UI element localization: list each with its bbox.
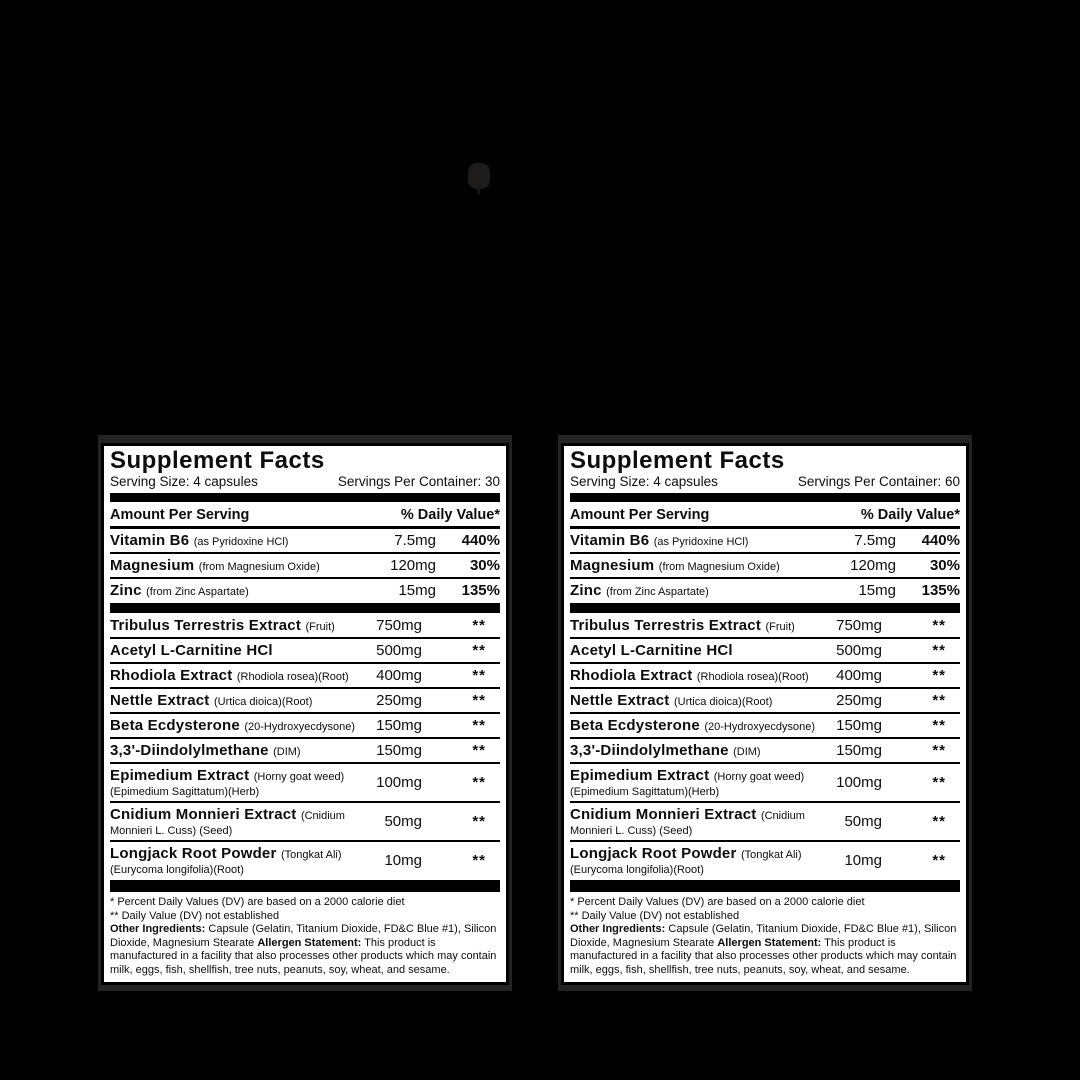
ingredient-name: Nettle Extract [570,691,670,709]
ingredient-amount: 250mg [376,692,422,709]
ingredient-amount: 150mg [836,717,882,734]
ingredient-amount: 500mg [376,642,422,659]
serving-row [570,474,960,492]
ingredient-detail: (Tongkat Ali) [280,848,342,861]
serving-row [110,474,500,492]
other-ingredients-text: Capsule (Gelatin, Titanium Dioxide, FD&C Blue #1), Silicon Dioxide, Magnesium Stearate [110,923,497,949]
ingredient-detail: (Rhodiola rosea)(Root) [696,670,809,683]
ingredient-detail: (Cnidium [760,809,805,822]
ingredient-dv: ** [472,774,486,791]
ingredient-dv: ** [932,617,946,634]
allergen-statement-label: Allergen Statement: [257,936,362,949]
ingredient-detail: (from Zinc Aspartate) [606,585,709,598]
ingredient-amount: 10mg [844,852,882,869]
ingredient-detail: (from Magnesium Oxide) [658,560,780,573]
column-header-row [110,503,500,529]
servings-per-container: Servings Per Container: 30 [337,474,500,489]
ingredient-name: Tribulus Terrestris Extract [110,616,302,634]
ingredient-amount: 750mg [836,617,882,634]
ingredient-row-epimedium [110,764,500,803]
ingredient-dv: 30% [469,557,500,574]
ingredient-name: Rhodiola Extract [110,666,233,684]
ingredient-amount: 750mg [376,617,422,634]
footnotes [110,893,500,978]
ingredient-dv: ** [472,852,486,869]
divider-bar-top [110,493,500,502]
ingredient-dv: ** [472,617,486,634]
ingredient-detail: (20-Hydroxyecdysone) [704,720,816,733]
ingredient-row-zinc [570,579,960,602]
supplement-facts-panel-60 [558,435,972,991]
ingredient-row-epimedium [570,764,960,803]
ingredient-row-zinc [110,579,500,602]
ingredient-name: Epimedium Extract [110,766,250,784]
ingredient-dv: ** [472,813,486,830]
ingredient-row-longjack [110,842,500,879]
footnote-daily-values: * Percent Daily Values (DV) are based on a 2000 calorie diet [570,896,865,908]
ingredient-row-magnesium [110,554,500,579]
footnote-not-established: ** Daily Value (DV) not established [110,909,280,922]
ingredient-name: Vitamin B6 [110,531,190,549]
daily-value-header: % Daily Value* [860,507,960,523]
ingredient-name: Magnesium [110,556,195,574]
capsule-silhouette [468,163,490,189]
ingredient-detail: (Cnidium [300,809,345,822]
ingredient-detail: (DIM) [733,745,761,758]
ingredient-dv: ** [932,774,946,791]
divider-bar-middle [110,603,500,613]
ingredient-detail: (20-Hydroxyecdysone) [244,720,356,733]
label-body [561,443,969,985]
ingredient-row-nettle [110,689,500,714]
ingredient-amount: 100mg [836,774,882,791]
ingredient-name: Zinc [570,581,602,599]
ingredient-detail-line2: Monnieri L. Cuss) (Seed) [110,824,233,837]
ingredient-detail-line2: (Eurycoma longifolia)(Root) [570,863,704,876]
ingredient-dv: ** [472,692,486,709]
ingredient-detail-line2: (Epimedium Sagittatum)(Herb) [570,785,720,798]
ingredient-dv: 135% [461,582,500,599]
ingredient-row-beta-ecdysterone [570,714,960,739]
ingredient-name: Magnesium [570,556,655,574]
allergen-statement-text: This product is manufactured in a facility that also processes other products which may contain milk, eggs, fish, shellfish, tree nuts, peanuts, soy, wheat, and sesame. [110,936,497,976]
ingredient-name: Acetyl L-Carnitine HCl [570,641,733,659]
ingredient-detail-line2: (Epimedium Sagittatum)(Herb) [110,785,260,798]
other-ingredients-text: Capsule (Gelatin, Titanium Dioxide, FD&C Blue #1), Silicon Dioxide, Magnesium Stearate [570,923,957,949]
ingredient-amount: 400mg [376,667,422,684]
serving-size: Serving Size: 4 capsules [570,474,718,489]
ingredient-amount: 15mg [858,582,896,599]
other-ingredients-label: Other Ingredients: [570,923,666,936]
ingredient-name: Zinc [110,581,142,599]
ingredient-dv: 440% [461,532,500,549]
ingredient-detail: (Fruit) [305,620,335,633]
ingredient-name: 3,3'-Diindolylmethane [110,741,269,759]
ingredient-row-tribulus [570,614,960,639]
ingredient-detail-line2: (Eurycoma longifolia)(Root) [110,863,244,876]
ingredient-amount: 400mg [836,667,882,684]
ingredient-row-dim [110,739,500,764]
amount-per-serving-header: Amount Per Serving [110,507,250,523]
ingredient-dv: ** [472,642,486,659]
column-header-row [570,503,960,529]
ingredient-amount: 120mg [390,557,436,574]
ingredient-amount: 150mg [836,742,882,759]
ingredient-detail: (Rhodiola rosea)(Root) [236,670,349,683]
amount-per-serving-header: Amount Per Serving [570,507,710,523]
ingredient-detail: (Horny goat weed) [713,770,805,783]
other-ingredients-paragraph [570,923,960,977]
footnote-not-established: ** Daily Value (DV) not established [570,909,740,922]
ingredient-row-rhodiola [110,664,500,689]
ingredient-row-dim [570,739,960,764]
ingredient-detail: (from Zinc Aspartate) [146,585,249,598]
ingredient-amount: 50mg [384,813,422,830]
ingredient-name: Acetyl L-Carnitine HCl [110,641,273,659]
ingredient-name: Nettle Extract [110,691,210,709]
daily-value-header: % Daily Value* [400,507,500,523]
ingredient-detail: (DIM) [273,745,301,758]
divider-bar-middle [570,603,960,613]
footnote-daily-values: * Percent Daily Values (DV) are based on a 2000 calorie diet [110,896,405,908]
divider-bar-bottom [570,880,960,892]
ingredient-name: Cnidium Monnieri Extract [570,805,757,823]
ingredient-name: Beta Ecdysterone [110,716,240,734]
ingredient-dv: 30% [929,557,960,574]
ingredient-name: Epimedium Extract [570,766,710,784]
ingredient-dv: ** [932,813,946,830]
ingredient-amount: 120mg [850,557,896,574]
ingredient-row-acetyl-l-carnitine [110,639,500,664]
divider-bar-top [570,493,960,502]
ingredient-name: 3,3'-Diindolylmethane [570,741,729,759]
ingredient-amount: 150mg [376,717,422,734]
ingredient-amount: 50mg [844,813,882,830]
ingredient-dv: 440% [921,532,960,549]
ingredient-row-nettle [570,689,960,714]
other-ingredients-paragraph [110,923,500,977]
ingredient-name: Rhodiola Extract [570,666,693,684]
other-ingredients-label: Other Ingredients: [110,923,206,936]
ingredient-dv: ** [932,667,946,684]
ingredient-amount: 15mg [398,582,436,599]
ingredient-dv: ** [472,667,486,684]
ingredient-name: Longjack Root Powder [110,844,277,862]
ingredient-amount: 10mg [384,852,422,869]
divider-bar-bottom [110,880,500,892]
supplement-facts-panel-30 [98,435,512,991]
ingredient-amount: 150mg [376,742,422,759]
ingredient-row-longjack [570,842,960,879]
ingredient-amount: 7.5mg [854,532,896,549]
ingredient-detail: (as Pyridoxine HCl) [193,535,289,548]
footnotes [570,893,960,978]
ingredient-detail: (as Pyridoxine HCl) [653,535,749,548]
ingredient-row-beta-ecdysterone [110,714,500,739]
ingredient-row-acetyl-l-carnitine [570,639,960,664]
ingredient-row-magnesium [570,554,960,579]
ingredient-dv: ** [932,742,946,759]
ingredient-detail: (Urtica dioica)(Root) [673,695,773,708]
allergen-statement-label: Allergen Statement: [717,936,822,949]
ingredient-dv: ** [932,642,946,659]
ingredient-amount: 7.5mg [394,532,436,549]
ingredient-detail-line2: Monnieri L. Cuss) (Seed) [570,824,693,837]
ingredient-name: Beta Ecdysterone [570,716,700,734]
ingredient-dv: ** [932,692,946,709]
ingredient-name: Vitamin B6 [570,531,650,549]
ingredient-detail: (from Magnesium Oxide) [198,560,320,573]
ingredient-amount: 100mg [376,774,422,791]
ingredient-dv: ** [472,717,486,734]
ingredient-detail: (Fruit) [765,620,795,633]
panel-title: Supplement Facts [110,447,325,474]
ingredient-name: Tribulus Terrestris Extract [570,616,762,634]
ingredient-amount: 500mg [836,642,882,659]
ingredient-detail: (Tongkat Ali) [740,848,802,861]
ingredient-row-cnidium [570,803,960,842]
ingredient-detail: (Horny goat weed) [253,770,345,783]
ingredient-dv: ** [472,742,486,759]
ingredient-row-tribulus [110,614,500,639]
label-body [101,443,509,985]
ingredient-name: Cnidium Monnieri Extract [110,805,297,823]
ingredient-dv: 135% [921,582,960,599]
ingredient-dv: ** [932,852,946,869]
ingredient-row-cnidium [110,803,500,842]
ingredient-name: Longjack Root Powder [570,844,737,862]
ingredient-dv: ** [932,717,946,734]
panel-title: Supplement Facts [570,447,785,474]
ingredient-amount: 250mg [836,692,882,709]
ingredient-row-rhodiola [570,664,960,689]
ingredient-row-vitamin-b6 [570,529,960,554]
ingredient-detail: (Urtica dioica)(Root) [213,695,313,708]
servings-per-container: Servings Per Container: 60 [797,474,960,489]
ingredient-row-vitamin-b6 [110,529,500,554]
allergen-statement-text: This product is manufactured in a facility that also processes other products which may contain milk, eggs, fish, shellfish, tree nuts, peanuts, soy, wheat, and sesame. [570,936,957,976]
serving-size: Serving Size: 4 capsules [110,474,258,489]
